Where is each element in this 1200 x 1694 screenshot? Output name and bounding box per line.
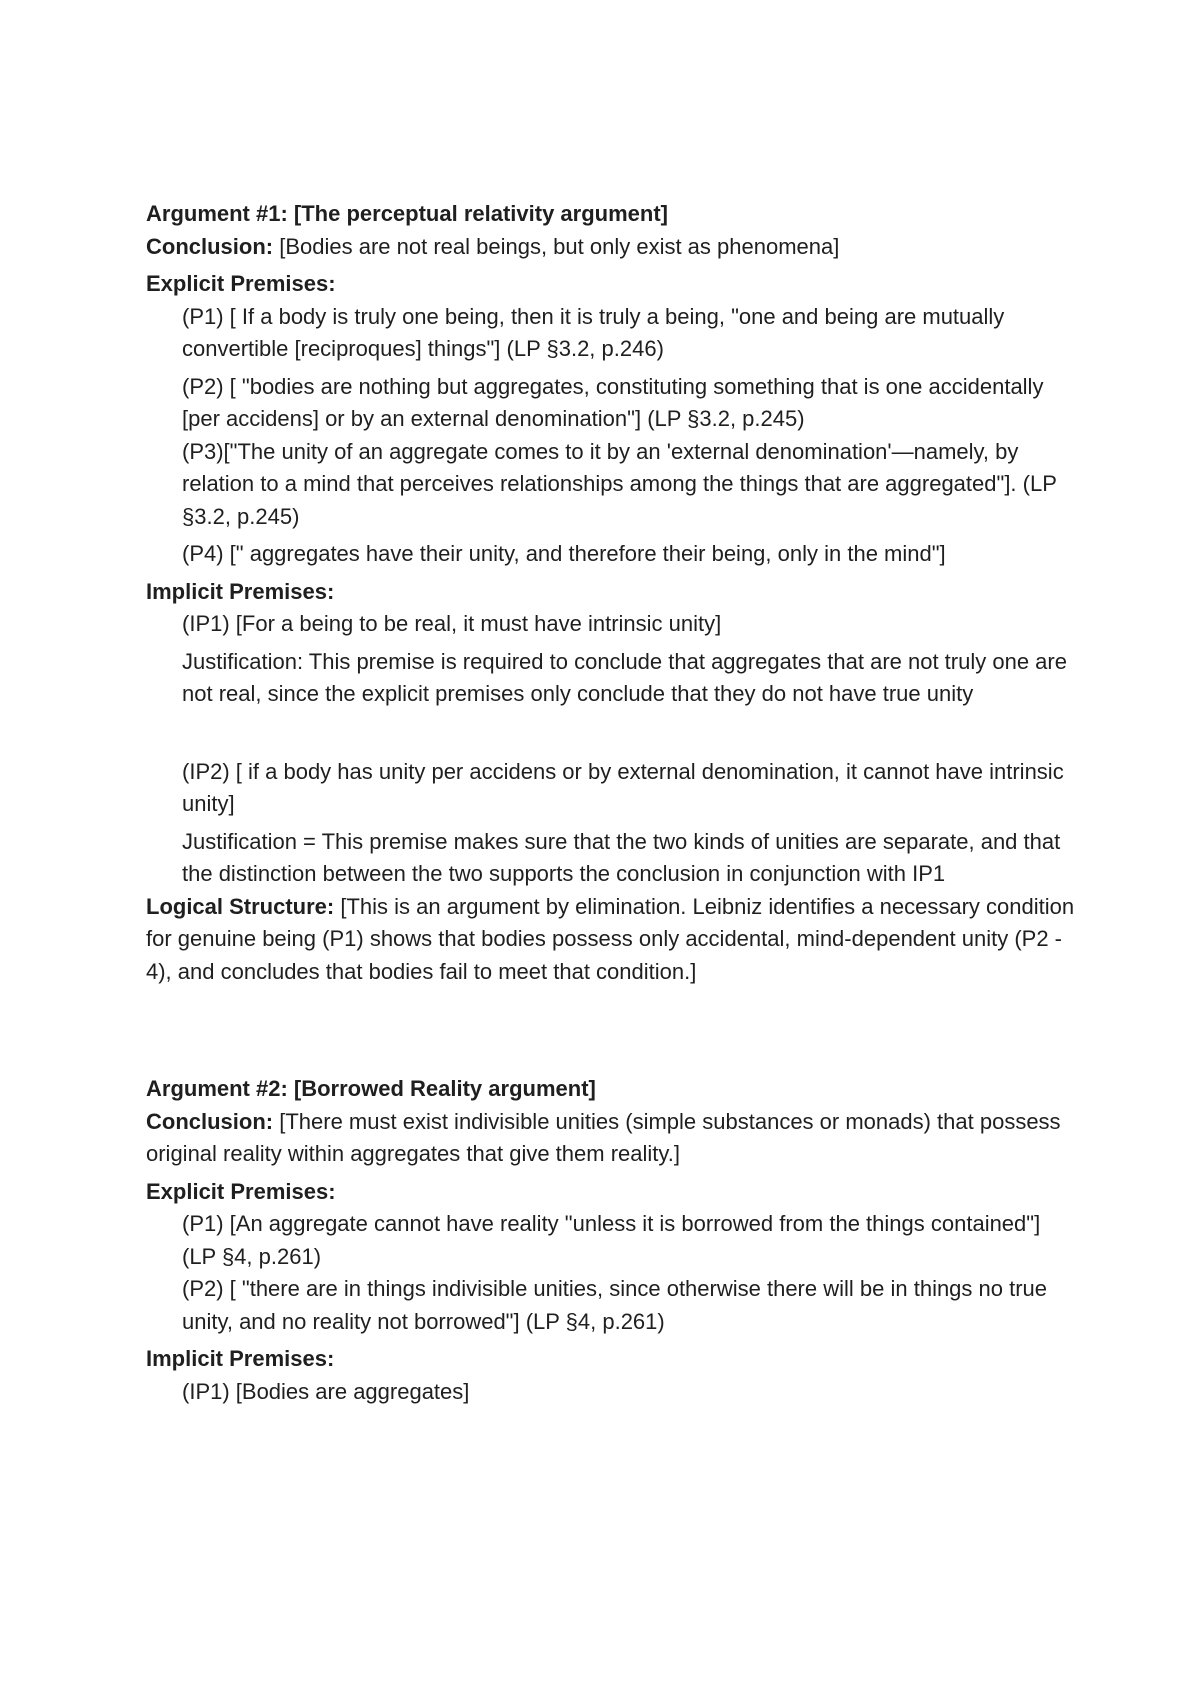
argument-1-explicit-label: Explicit Premises: xyxy=(146,271,336,296)
argument-2-implicit-ip1: (IP1) [Bodies are aggregates] xyxy=(182,1378,470,1404)
conclusion-label: Conclusion: xyxy=(146,233,274,259)
argument-1-ip2-justification: Justification = This premise makes sure that the two kinds of unities are separate, and that the distinction between the two supports the conclusion in conjunction with IP1 xyxy=(182,828,1061,886)
argument-1-implicit-label: Implicit Premises: xyxy=(146,578,335,604)
argument-1-implicit-ip2: (IP2) [ if a body has unity per accidens or by external denomination, it cannot have intrinsic unity] xyxy=(182,758,1064,816)
argument-2-implicit-label: Implicit Premises: xyxy=(146,1346,335,1371)
document-page xyxy=(146,198,1076,1408)
argument-1-premise-p3: (P3)["The unity of an aggregate comes to it by an 'external denomination'—namely, by relation to a mind that perceives relationships among the things that are aggregated"]. (LP §3.2, p.245) xyxy=(182,438,1057,529)
argument-2-conclusion xyxy=(146,1106,1076,1171)
logical-structure-text: [This is an argument by elimination. Leibniz identifies a necessary condition for genuine being (P1) shows that bodies possess only accidental, mind-dependent unity (P2 - 4), and concludes that bodies fail to meet that condition.] xyxy=(146,893,1075,984)
argument-1-implicit-ip1: (IP1) [For a being to be real, it must have intrinsic unity] xyxy=(182,611,722,636)
argument-1-premise-p2: (P2) [ "bodies are nothing but aggregates, constituting something that is one accidentally [per accidens] or by an external denomination"] (LP §3.2, p.245) xyxy=(182,373,1044,431)
argument-1-logical-structure xyxy=(146,891,1076,989)
argument-1-premise-p1: (P1) [ If a body is truly one being, then it is truly a being, "one and being are mutually convertible [reciproques] things"] (LP §3.2, p.246) xyxy=(182,303,1005,361)
argument-1-ip1-justification: Justification: This premise is required to conclude that aggregates that are not truly one are not real, since the explicit premises only conclude that they do not have true unity xyxy=(182,648,1067,706)
conclusion-text: [There must exist indivisible unities (simple substances or monads) that possess original reality within aggregates that give them reality.] xyxy=(146,1108,1061,1166)
argument-1-title: Argument #1: [The perceptual relativity argument] xyxy=(146,201,668,226)
conclusion-label: Conclusion: xyxy=(146,1108,274,1134)
argument-2-premise-p1: (P1) [An aggregate cannot have reality "unless it is borrowed from the things contained"] (LP §4, p.261) xyxy=(182,1211,1041,1269)
conclusion-text: [Bodies are not real beings, but only exist as phenomena] xyxy=(273,233,840,259)
argument-1-conclusion xyxy=(146,231,1076,264)
argument-2-title: Argument #2: [Borrowed Reality argument] xyxy=(146,1076,596,1101)
logical-structure-label: Logical Structure: xyxy=(146,893,335,919)
argument-2-explicit-label: Explicit Premises: xyxy=(146,1178,336,1204)
argument-2-premise-p2: (P2) [ "there are in things indivisible unities, since otherwise there will be in things no true unity, and no reality not borrowed"] (LP §4, p.261) xyxy=(182,1276,1048,1334)
argument-1-premise-p4: (P4) [" aggregates have their unity, and therefore their being, only in the mind"] xyxy=(182,541,946,566)
